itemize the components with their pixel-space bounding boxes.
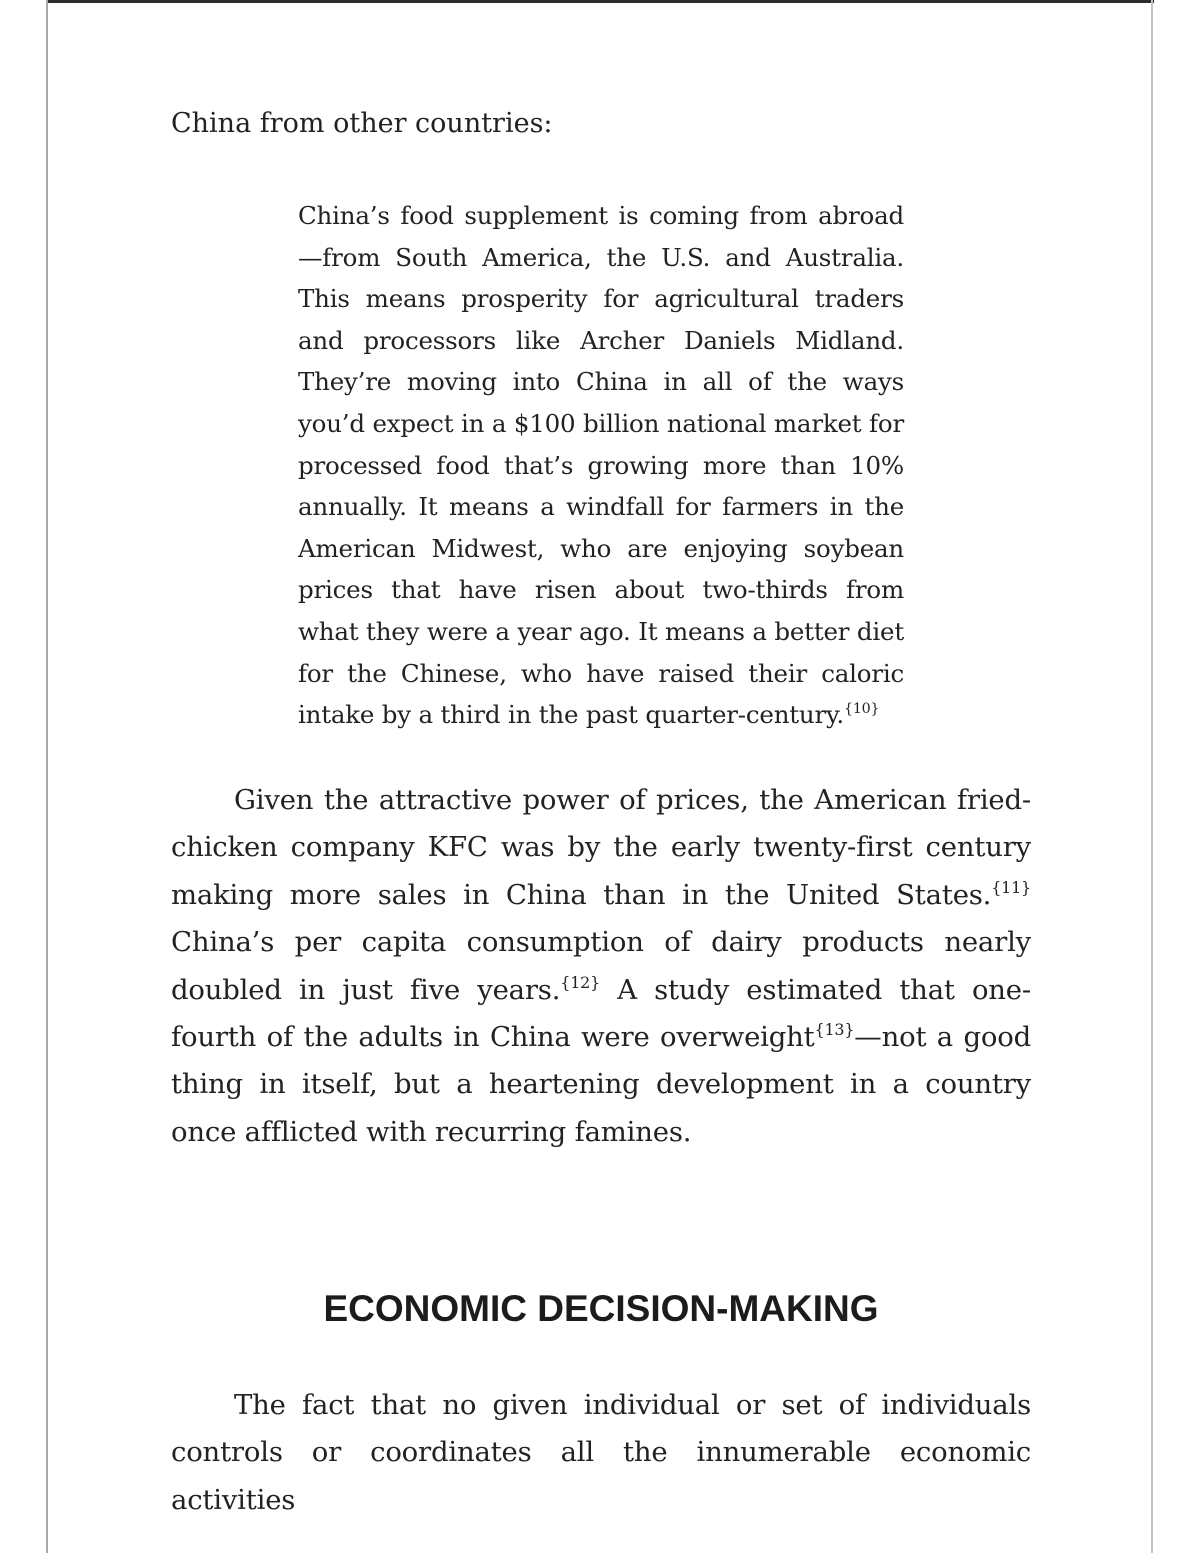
page-left-edge	[46, 0, 48, 1553]
paragraph-text: A study estimated that one-fourth of the adults in China were overweight	[171, 973, 1031, 1054]
block-quote-text: China’s food supplement is coming from abroad—from South America, the U.S. and Australia. This means prosperity for agricultural traders and processors like Archer Daniels Midland. They’re moving into China in all of the ways you’d expect in a $100 billion national market for processed food that’s growing more than 10% annually. It means a windfall for farmers in the American Midwest, who are enjoying soybean prices that have risen about two-thirds from what they were a year ago. It means a better diet for the Chinese, who have raised their caloric intake by a third in the past quarter-century.	[298, 201, 904, 730]
body-paragraph-decision-making: The fact that no given individual or set of individuals controls or coordinates all the innumerable economic activities	[171, 1389, 1031, 1516]
footnote-ref-11[interactable]: {11}	[991, 877, 1031, 897]
footnote-ref-12[interactable]: {12}	[560, 972, 601, 992]
paragraph-text: Given the attractive power of prices, the American fried-chicken company KFC was by the early twenty-first century making more sales in China than in the United States.	[171, 784, 1031, 911]
paragraph-text: —not a good thing in itself, but a heartening development in a country once afflicted with recurring famines.	[171, 1021, 1031, 1148]
page-top-border	[46, 0, 1154, 3]
section-heading: ECONOMIC DECISION-MAKING	[323, 1288, 879, 1329]
body-paragraph-kfc	[171, 777, 1031, 1156]
footnote-ref-10[interactable]: {10}	[844, 701, 880, 718]
paragraph-text: China’s per capita consumption of dairy products nearly doubled in just five years.	[171, 926, 1031, 1006]
intro-line: China from other countries:	[171, 108, 553, 139]
page-right-edge	[1151, 0, 1153, 1553]
block-quote	[298, 195, 904, 736]
footnote-ref-13[interactable]: {13}	[814, 1019, 855, 1039]
